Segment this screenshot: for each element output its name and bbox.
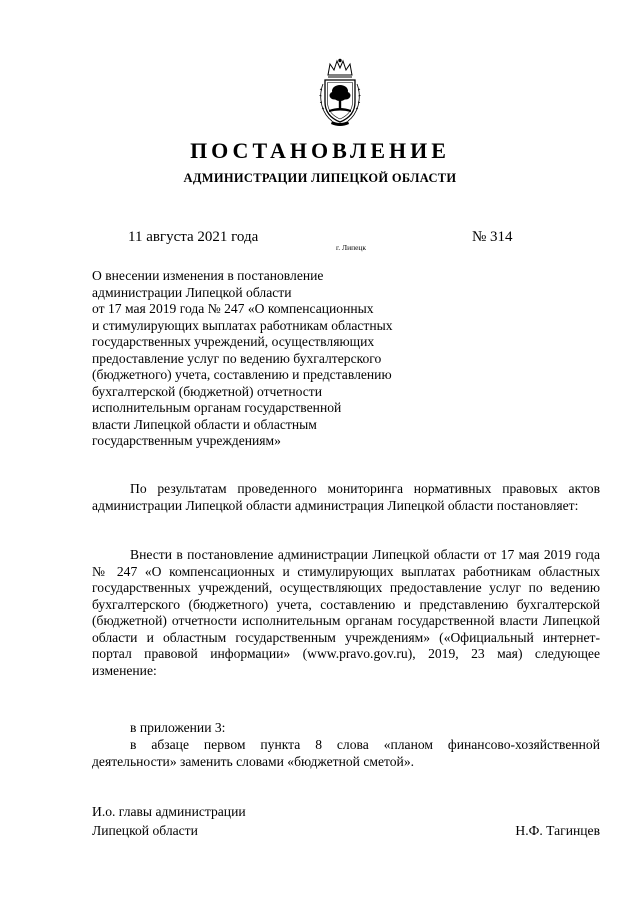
subject-line: (бюджетного) учета, составлению и представлению [92,367,392,382]
signatory-position [92,802,246,840]
subject-line: государственных учреждений, осуществляющих [92,334,375,349]
subject-line: исполнительным органам государственной [92,400,342,415]
issuing-authority: АДМИНИСТРАЦИИ ЛИПЕЦКОЙ ОБЛАСТИ [183,171,457,185]
subject-line: администрации Липецкой области [92,284,292,300]
subject-line: государственным учреждениям» [92,433,281,448]
signatory-position-line: И.о. главы администрации [92,804,246,819]
document-subject [92,268,452,450]
main-paragraph: Внести в постановление администрации Липецкой области от 17 мая 2019 года № 247 «О компенсационных и стимулирующих выплатах работникам областных государственных учреждений, осуществляющих предоставление услуг по ведению бухгалтерского (бюджетного) учета, составлению и представлению бухгалтерской (бюджетной) отчетности исполнительным органам государственной власти Липецкой области и областным государственным учреждениям» («Официальный интернет-портал правовой информации» (www.pravo.gov.ru), 2019, 23 мая) следующее изменение: [92,547,600,678]
amendment-section-paragraph: в приложении 3: [130,720,226,735]
amendment-text-paragraph: в абзаце первом пункта 8 слова «планом финансово-хозяйственной деятельности» заменить словами «бюджетной сметой». [92,737,600,769]
subject-line: и стимулирующих выплатах работникам областных [92,317,393,333]
signatory-name: Н.Ф. Тагинцев [515,823,600,838]
subject-line: от 17 мая 2019 года № 247 «О компенсационных [92,301,374,316]
preamble-paragraph: По результатам проведенного мониторинга нормативных правовых актов администрации Липецкой области администрация Липецкой области постановляет: [92,481,600,513]
document-city: г. Липецк [336,243,367,252]
document-date: 11 августа 2021 года [128,229,259,245]
document-number: № 314 [472,229,513,245]
subject-line: предоставление услуг по ведению бухгалтерского [92,350,382,366]
coat-of-arms-icon [318,58,362,128]
signatory-position-line: Липецкой области [92,823,198,838]
subject-line: О внесении изменения в постановление [92,268,324,283]
document-title: ПОСТАНОВЛЕНИЕ [190,138,450,163]
subject-line: бухгалтерской (бюджетной) отчетности [92,383,323,399]
subject-line: власти Липецкой области и областным [92,416,317,432]
